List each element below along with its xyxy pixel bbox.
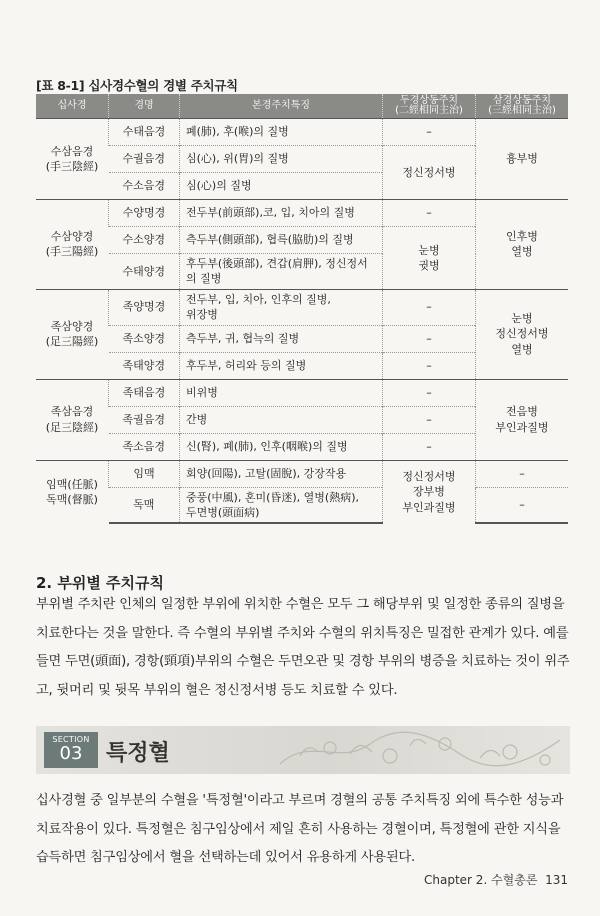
page-footer [424,871,568,888]
section2-title: 2. 부위별 주치규칙 [36,574,165,592]
two-channel-cell: – [383,406,476,433]
three-channel-cell: – [476,460,569,487]
section3-text: 십사경혈 중 일부분의 수혈을 '특정혈'이라고 부르며 경혈의 공통 주치특징 외에 특수한 성능과 치료작용이 있다. 특정혈은 침구임상에서 제일 흔히 사용하는 경혈이며, 특정혈에 관한 지식을 습득하면 침구임상에서 혈을 선택하는데 있어서 유용하게 사용된다. [36,793,564,865]
feature-cell: 후두부(後頭部), 견갑(肩胛), 정신정서의 질병 [180,254,383,290]
two-channel-cell: – [383,352,476,379]
table-header-row [36,94,568,119]
section-number: 03 [59,743,83,764]
feature-cell: 후두부, 허리와 등의 질병 [180,352,383,379]
section-badge [44,732,98,768]
feature-cell: 심(心), 위(胃)의 질병 [180,146,383,173]
three-channel-cell: 눈병 정신정서병 열병 [476,289,569,379]
two-channel-cell: – [383,433,476,460]
two-channel-cell: – [383,325,476,352]
meridian-cell: 수양명경 [109,200,180,227]
section3-title: 특정혈 [106,741,170,766]
meridian-cell: 족태양경 [109,352,180,379]
header-three-channel: 삼경상동주치 (三經相同主治) [476,94,569,119]
channel-cell: 임맥(任脈) 독맥(督脈) [36,460,109,523]
meridian-cell: 족궐음경 [109,406,180,433]
meridian-cell: 족소음경 [109,433,180,460]
channel-cell: 족삼음경 (足三陰經) [36,379,109,460]
three-channel-cell: 인후병 열병 [476,200,569,290]
table-row [36,487,568,523]
header-feature: 본경주치특징 [180,94,383,119]
meridian-cell: 독맥 [109,487,180,523]
three-channel-cell: 전음병 부인과질병 [476,379,569,460]
two-channel-cell: – [383,200,476,227]
page-number: 131 [545,873,568,887]
meridian-rules-table [36,94,568,524]
section3-banner [36,726,570,774]
header-two-channel: 두경상동주치 (二經相同主治) [383,94,476,119]
two-channel-cell: – [383,289,476,325]
feature-cell: 신(腎), 폐(肺), 인후(咽喉)의 질병 [180,433,383,460]
table-row [36,200,568,227]
floral-ornament-icon [270,726,570,774]
channel-cell: 수삼양경 (手三陽經) [36,200,109,290]
three-channel-cell: – [476,487,569,523]
table-row [36,460,568,487]
table-row [36,289,568,325]
feature-cell: 폐(肺), 후(喉)의 질병 [180,119,383,146]
section2-text: 부위별 주치란 인체의 일정한 부위에 위치한 수혈은 모두 그 해당부위 및 일정한 종류의 질병을 치료한다는 것을 말한다. 즉 수혈의 부위별 주치와 수혈의 위치특징은 밀접한 관계가 있다. 예를 들면 두면(頭面), 경항(頸項)부위의 수혈은 두면오관 및 경항 부위의 병증을 치료하는 것이 위주고, 뒷머리 및 뒷목 부위의 혈은 정신정서병 등도 치료할 수 있다. [36,597,570,698]
two-channel-cell: 정신정서병 [383,146,476,200]
two-channel-cell: – [383,379,476,406]
feature-cell: 중풍(中風), 혼미(昏迷), 열병(熱病), 두면병(頭面病) [180,487,383,523]
meridian-cell: 족양명경 [109,289,180,325]
meridian-cell: 수궐음경 [109,146,180,173]
feature-cell: 전두부(前頭部),코, 입, 치아의 질병 [180,200,383,227]
meridian-cell: 임맥 [109,460,180,487]
feature-cell: 회양(回陽), 고탈(固脫), 강장작용 [180,460,383,487]
section2-paragraph [36,591,570,705]
feature-cell: 측두부, 귀, 협늑의 질병 [180,325,383,352]
meridian-cell: 수소양경 [109,227,180,254]
footer-chapter: Chapter 2. 수혈총론 [424,873,538,887]
feature-cell: 심(心)의 질병 [180,173,383,200]
feature-cell: 비위병 [180,379,383,406]
section3-paragraph [36,787,570,873]
meridian-cell: 수소음경 [109,173,180,200]
meridian-cell: 수태양경 [109,254,180,290]
table-row [36,379,568,406]
feature-cell: 전두부, 입, 치아, 인후의 질병, 위장병 [180,289,383,325]
three-channel-cell: 흉부병 [476,119,569,200]
table-caption: [표 8-1] 십사경수혈의 경별 주치규칙 [36,78,238,93]
section-label: SECTION [52,735,90,744]
two-channel-cell: 정신정서병 장부병 부인과질병 [383,460,476,523]
meridian-cell: 족태음경 [109,379,180,406]
feature-cell: 측두부(側頭部), 협륵(脇肋)의 질병 [180,227,383,254]
two-channel-cell: – [383,119,476,146]
header-channel: 십사경 [36,94,109,119]
feature-cell: 간병 [180,406,383,433]
two-channel-cell: 눈병 귓병 [383,227,476,290]
channel-cell: 족삼양경 (足三陽經) [36,289,109,379]
meridian-cell: 수태음경 [109,119,180,146]
channel-cell: 수삼음경 (手三陰經) [36,119,109,200]
table-row [36,119,568,146]
meridian-cell: 족소양경 [109,325,180,352]
header-meridian: 경명 [109,94,180,119]
